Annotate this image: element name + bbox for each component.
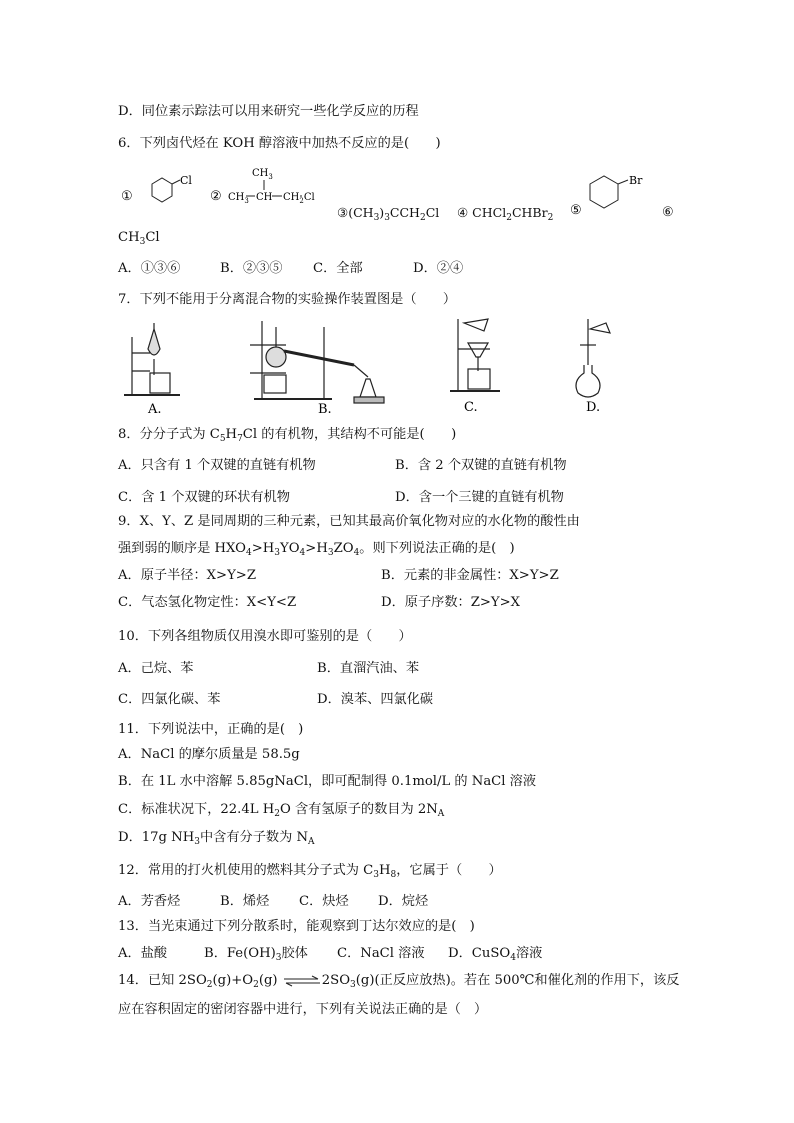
q11-stem: 11．下列说法中，正确的是( ) <box>118 722 304 737</box>
q9-stem-line1: 9．X、Y、Z 是同周期的三种元素，已知其最高价氧化物对应的水化物的酸性由 <box>118 514 580 529</box>
q8-option-d: D．含一个三键的直链有机物 <box>395 490 564 505</box>
q11-option-b: B．在 1L 水中溶解 5.85gNaCl，即可配制得 0.1mol/L 的 NaCl 溶液 <box>118 774 537 789</box>
separatory-funnel-drawing <box>124 323 180 395</box>
q7-label-d: D. <box>586 400 601 415</box>
q10-option-b: B．直溜汽油、苯 <box>317 661 420 676</box>
q7-label-a: A. <box>148 402 162 417</box>
q6-m2-num: ② <box>210 189 222 204</box>
q6-molecule-6: $CH_3Cl$ <box>118 230 160 247</box>
q7-apparatus-figure <box>118 315 638 417</box>
q6-molecule-4: ④ CHCl$_2$CHBr$_2$ <box>457 205 554 223</box>
q14-stem-line2: 应在容积固定的密闭容器中进行，下列有关说法正确的是（ ） <box>118 1002 488 1017</box>
q9-option-c: C．气态氢化物定性：X<Y<Z <box>118 595 297 610</box>
q7-label-c: C. <box>464 400 478 415</box>
q9-option-b: B．元素的非金属性：X>Y>Z <box>381 568 559 583</box>
q11-option-d: D．17g $NH_3$中含有分子数为 $N_A$ <box>118 830 315 847</box>
q8-stem: 8．分分子式为 $C_5H_7Cl$ 的有机物，其结构不可能是( ) <box>118 427 457 444</box>
q6-option-b: B．②③⑤ <box>220 261 283 276</box>
q12-option-c: C．炔烃 <box>299 894 349 909</box>
q6-option-d: D．②④ <box>413 261 464 276</box>
q8-option-b: B．含 2 个双键的直链有机物 <box>395 458 567 473</box>
q7-stem: 7．下列不能用于分离混合物的实验操作装置图是（ ） <box>118 292 457 307</box>
q13-option-a: A．盐酸 <box>118 946 168 961</box>
q6-molecule-5 <box>566 172 656 222</box>
q6-m1-num: ① <box>121 189 133 204</box>
q6-option-a: A．①③⑥ <box>118 261 181 276</box>
q11-option-c: C．标准状况下，22.4L $H_2O$ 含有氢原子的数目为 $2N_A$ <box>118 802 445 819</box>
q6-m6-num: ⑥ <box>662 205 674 220</box>
q13-option-c: C．NaCl 溶液 <box>337 946 425 961</box>
q9-stem-line2: 强到弱的顺序是 $HXO_4>H_3YO_4>H_3ZO_4$。则下列说法正确的是( ) <box>118 541 515 558</box>
q10-option-c: C．四氯化碳、苯 <box>118 692 221 707</box>
q14-stem-line1: 14．已知 $2SO_2(g)+O_2(g)$ $2SO_3(g)$(正反应放热)。若在 500℃和催化剂的作用下，该反 <box>118 973 680 990</box>
svg-text:CH: CH <box>256 192 273 203</box>
distillation-drawing <box>250 321 384 403</box>
svg-text:CH3: $CH_3$ <box>228 192 249 205</box>
q6-stem: 6．下列卤代烃在 KOH 醇溶液中加热不反应的是( ) <box>118 136 441 151</box>
equilibrium-arrow-icon <box>282 975 322 987</box>
svg-text:CH2Cl: $CH_2Cl$ <box>283 192 315 205</box>
q8-option-a: A．只含有 1 个双键的直链有机物 <box>118 458 316 473</box>
q6-molecule-2 <box>208 164 334 208</box>
q12-option-b: B．烯烃 <box>220 894 270 909</box>
q12-stem: 12．常用的打火机使用的燃料其分子式为 $C_3H_8$，它属于（ ） <box>118 863 502 880</box>
q10-stem: 10．下列各组物质仅用溴水即可鉴别的是（ ） <box>118 629 412 644</box>
q13-stem: 13．当光束通过下列分散系时，能观察到丁达尔效应的是( ) <box>118 919 475 934</box>
q6-m1-label: Cl <box>180 174 192 187</box>
q6-option-c: C．全部 <box>313 261 363 276</box>
q12-option-a: A．芳香烃 <box>118 894 181 909</box>
q12-option-d: D．烷烃 <box>378 894 429 909</box>
q6-molecule-3: $③(CH_3)_3CCH_2Cl$ <box>337 205 440 223</box>
q8-option-c: C．含 1 个双键的环状有机物 <box>118 490 290 505</box>
q13-option-d: D．CuSO$_4$溶液 <box>448 946 543 963</box>
svg-text:⑤: ⑤ <box>570 203 582 218</box>
q10-option-d: D．溴苯、四氯化碳 <box>317 692 434 707</box>
svg-text:Br: Br <box>629 174 643 187</box>
svg-text:CH3: $CH_3$ <box>252 168 273 181</box>
filtration-drawing <box>450 319 500 391</box>
q5-option-d: D．同位素示踪法可以用来研究一些化学反应的历程 <box>118 104 419 119</box>
q6-molecule-1 <box>118 168 198 212</box>
volumetric-flask-drawing <box>576 319 610 397</box>
q13-option-b: B．$Fe(OH)_3$胶体 <box>204 946 308 963</box>
q10-option-a: A．己烷、苯 <box>118 661 194 676</box>
q7-label-b: B. <box>318 402 332 417</box>
q9-option-d: D．原子序数：Z>Y>X <box>381 595 521 610</box>
q9-option-a: A．原子半径：X>Y>Z <box>118 568 257 583</box>
q11-option-a: A．NaCl 的摩尔质量是 58.5g <box>118 747 300 762</box>
